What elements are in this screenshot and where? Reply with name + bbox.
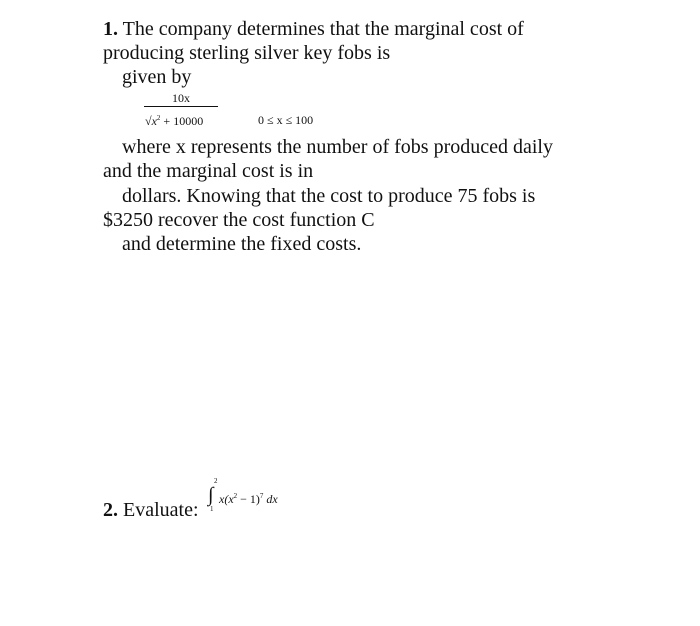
problem-1-line-1 [103,17,524,41]
problem-2-number: 2. [103,499,118,521]
problem-1-line-6: dollars. Knowing that the cost to produce 75 fobs is [122,185,536,207]
formula-domain: 0 ≤ x ≤ 100 [258,113,314,127]
problem-1-line-2: producing sterling silver key fobs is [103,42,391,64]
problem-1-line-7: $3250 recover the cost function C [103,209,375,231]
integrand: $x(x^2 - 1)^7$ dx [219,492,278,506]
integral-upper-limit: 2 [214,477,218,485]
problem-1-text-1: The company determines that the marginal cost of [122,18,524,40]
problem-1-line-8: and determine the fixed costs. [122,233,362,255]
problem-2-line [103,498,199,522]
formula-numerator: 10x [172,91,190,105]
problem-2-label: Evaluate: [123,499,199,521]
fraction-bar [144,106,218,107]
problem-1-line-5: and the marginal cost is in [103,160,314,182]
formula-denominator: $√x^2 + 10000$ [145,114,204,128]
integral-sign-icon: ∫ [208,484,214,506]
problem-1-number: 1. [103,18,118,40]
problem-1-line-3: given by [122,66,192,88]
problem-1-line-4: where x represents the number of fobs produced daily [122,136,553,158]
integral-lower-limit: 1 [210,505,214,513]
